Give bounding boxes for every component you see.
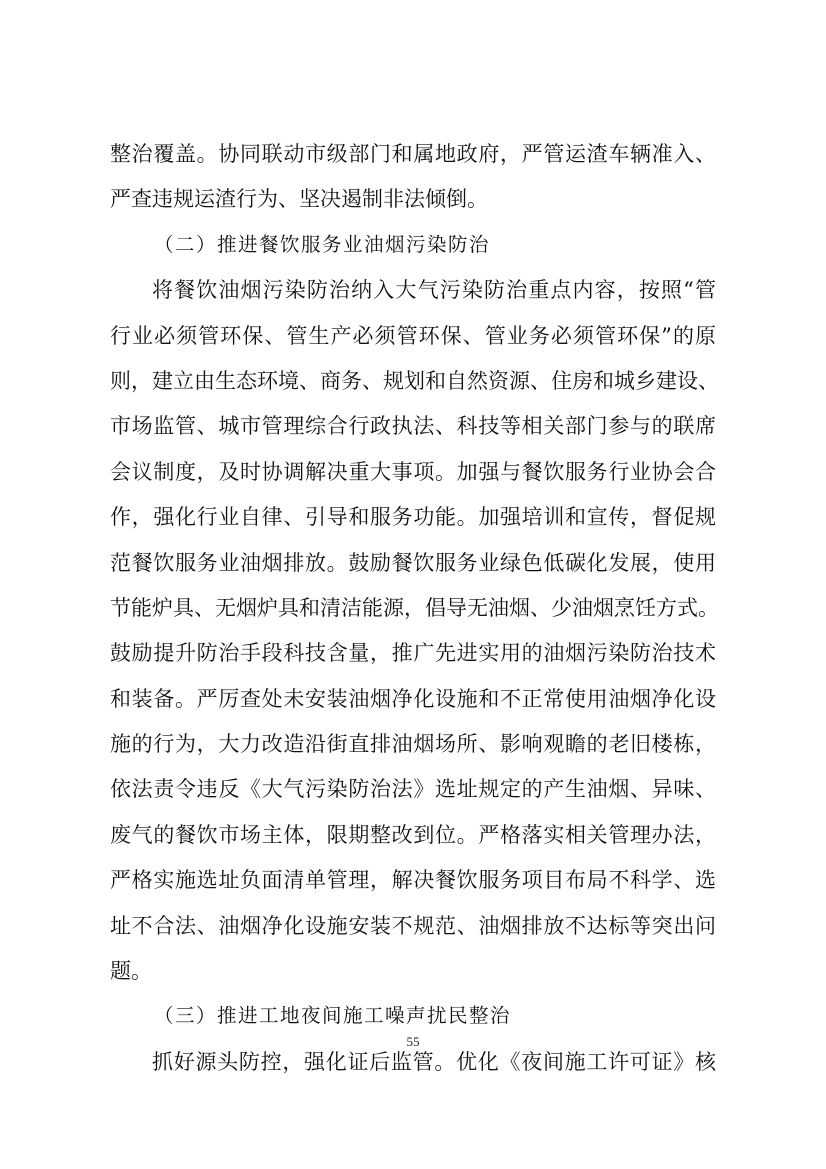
text-line: 抓好源头防控，强化证后监管。优化《夜间施工许可证》核 <box>152 1049 716 1074</box>
text-line: 和装备。严厉查处未安装油烟净化设施和不正常使用油烟净化设 <box>110 686 716 711</box>
text-line: 行业必须管环保、管生产必须管环保、管业务必须管环保”的原 <box>110 323 716 348</box>
text-line: 则，建立由生态环境、商务、规划和自然资源、住房和城乡建设、 <box>110 368 719 393</box>
text-line: 会议制度，及时协调解决重大事项。加强与餐饮服务行业协会合 <box>110 459 716 484</box>
text-line: 鼓励提升防治手段科技含量，推广先进实用的油烟污染防治技术 <box>110 641 716 666</box>
text-line: 废气的餐饮市场主体，限期整改到位。严格落实相关管理办法， <box>110 822 716 847</box>
text-line: 市场监管、城市管理综合行政执法、科技等相关部门参与的联席 <box>110 414 716 439</box>
text-line: 范餐饮服务业油烟排放。鼓励餐饮服务业绿色低碳化发展，使用 <box>110 550 716 575</box>
document-body <box>110 138 719 1091</box>
page-number: 55 <box>406 1034 420 1049</box>
text-line: 址不合法、油烟净化设施安装不规范、油烟排放不达标等突出问 <box>110 913 716 938</box>
text-line: 将餐饮油烟污染防治纳入大气污染防治重点内容，按照“管 <box>152 278 716 303</box>
text-line: 作，强化行业自律、引导和服务功能。加强培训和宣传，督促规 <box>110 505 716 530</box>
text-line: 整治覆盖。协同联动市级部门和属地政府，严管运渣车辆准入、 <box>110 142 716 166</box>
text-line: 依法责令违反《大气污染防治法》选址规定的产生油烟、异味、 <box>110 777 716 802</box>
text-line: 严格实施选址负面清单管理，解决餐饮服务项目布局不科学、选 <box>110 868 716 893</box>
section-heading: （二）推进餐饮服务业油烟污染防治 <box>154 232 491 256</box>
text-line: 题。 <box>110 959 152 984</box>
text-line: 严查违规运渣行为、坚决遏制非法倾倒。 <box>110 187 488 212</box>
text-line: 施的行为，大力改造沿街直排油烟场所、影响观瞻的老旧楼栋， <box>110 732 716 757</box>
section-heading: （三）推进工地夜间施工噪声扰民整治 <box>154 1004 512 1028</box>
text-line: 节能炉具、无烟炉具和清洁能源，倡导无油烟、少油烟烹饪方式。 <box>110 595 719 620</box>
